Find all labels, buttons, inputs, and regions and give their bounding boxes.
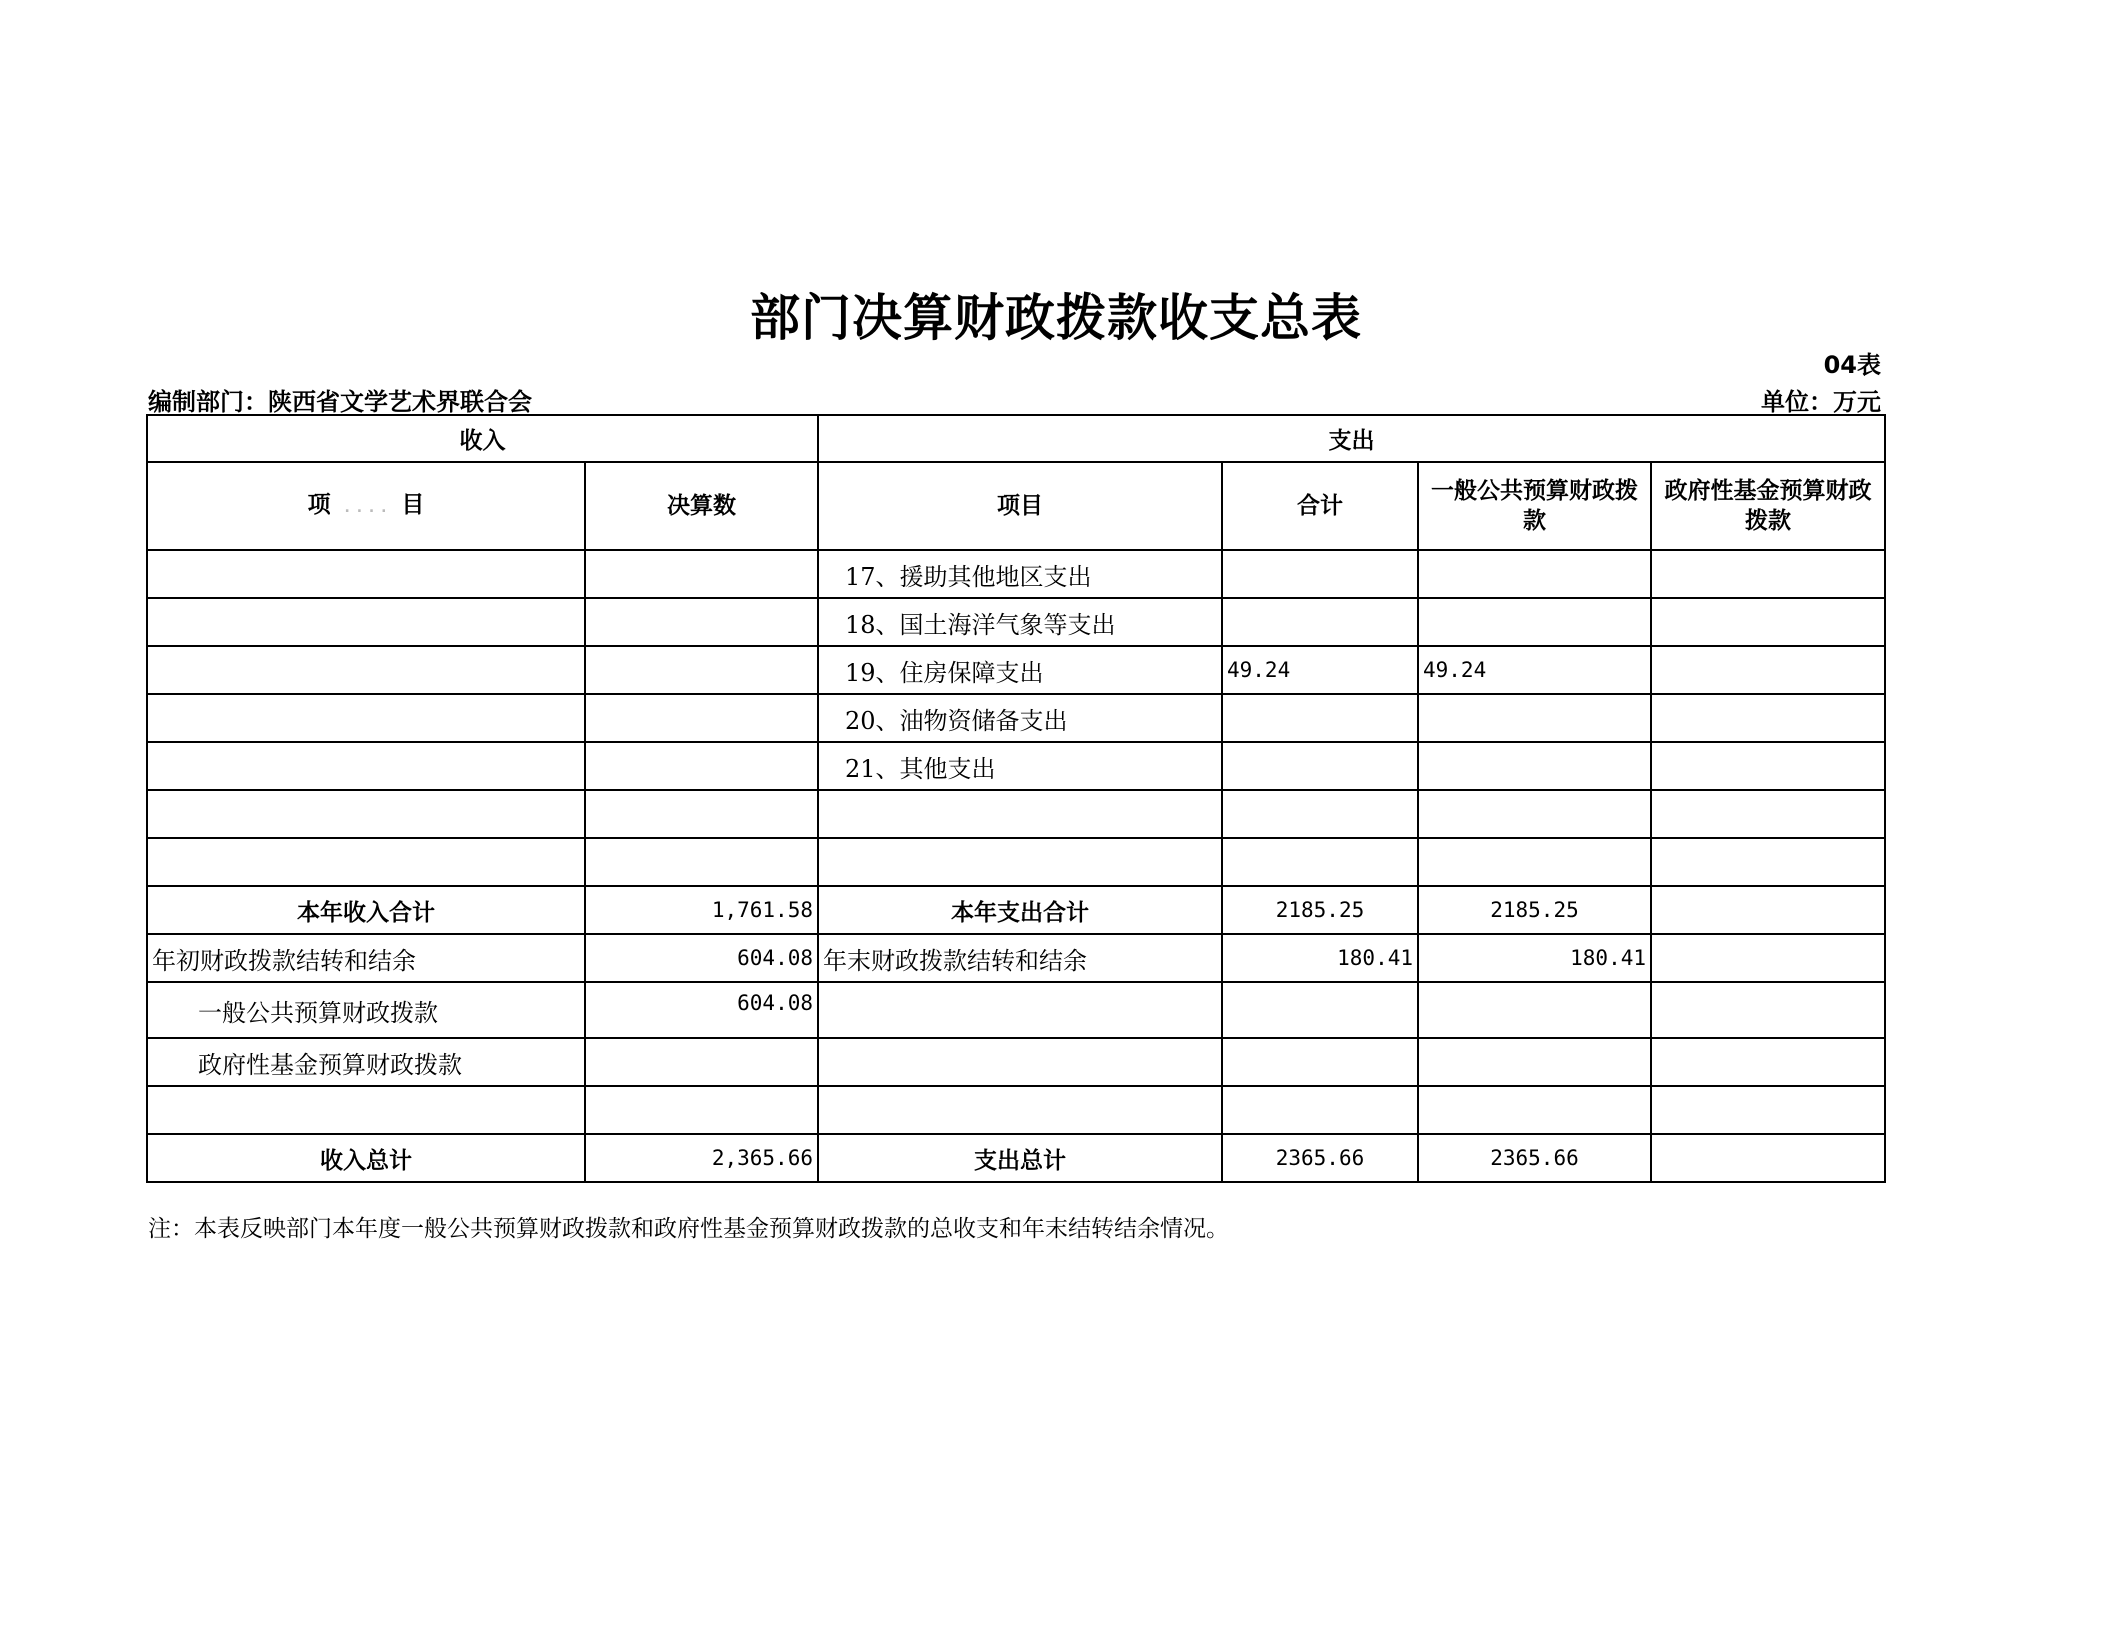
- year-income-total-amount: 1,761.58: [585, 886, 818, 934]
- carry-row: [147, 934, 1885, 982]
- grand-expense-total: 2365.66: [1222, 1134, 1418, 1182]
- grand-total-row: [147, 1134, 1885, 1182]
- income-item-header: [147, 462, 585, 550]
- empty-row: [147, 790, 1885, 838]
- expense-general: 49.24: [1418, 646, 1651, 694]
- expense-total: [1222, 694, 1418, 742]
- expense-total: 49.24: [1222, 646, 1418, 694]
- expense-general: [1418, 550, 1651, 598]
- empty-row: [147, 1086, 1885, 1134]
- empty-row: [147, 838, 1885, 886]
- table-row: [147, 742, 1885, 790]
- expense-item: 19、住房保障支出: [818, 646, 1222, 694]
- grand-expense-label: 支出总计: [818, 1134, 1222, 1182]
- year-expense-general: 2185.25: [1418, 886, 1651, 934]
- expense-item: 20、油物资储备支出: [818, 694, 1222, 742]
- carry-expense-label: 年末财政拨款结转和结余: [818, 934, 1222, 982]
- grand-income-amount: 2,365.66: [585, 1134, 818, 1182]
- table-row: [147, 598, 1885, 646]
- table-row: [147, 550, 1885, 598]
- carry-income-amount: 604.08: [585, 934, 818, 982]
- carry-general-row: [147, 982, 1885, 1038]
- expense-item: 21、其他支出: [818, 742, 1222, 790]
- expense-general: [1418, 742, 1651, 790]
- department-label: 编制部门：陕西省文学艺术界联合会: [148, 388, 532, 416]
- expense-total: [1222, 598, 1418, 646]
- expense-total: [1222, 550, 1418, 598]
- header-spacer: . . . .: [338, 499, 394, 516]
- carry-income-label: 年初财政拨款结转和结余: [147, 934, 585, 982]
- carry-gov-fund-label: 政府性基金预算财政拨款: [147, 1038, 585, 1086]
- carry-expense-total: 180.41: [1222, 934, 1418, 982]
- year-total-row: [147, 886, 1885, 934]
- header-row-columns: [147, 462, 1885, 550]
- expense-total: [1222, 742, 1418, 790]
- income-header: 收入: [147, 415, 818, 462]
- year-income-total-label: 本年收入合计: [147, 886, 585, 934]
- carry-general-amount: 604.08: [585, 982, 818, 1038]
- expense-item: 17、援助其他地区支出: [818, 550, 1222, 598]
- expense-general: [1418, 598, 1651, 646]
- year-expense-total: 2185.25: [1222, 886, 1418, 934]
- grand-income-label: 收入总计: [147, 1134, 585, 1182]
- table-row: [147, 646, 1885, 694]
- year-expense-total-label: 本年支出合计: [818, 886, 1222, 934]
- expense-item-header: 项目: [818, 462, 1222, 550]
- carry-expense-general: 180.41: [1418, 934, 1651, 982]
- carry-general-label: 一般公共预算财政拨款: [147, 982, 585, 1038]
- table-number: 04表: [1823, 351, 1881, 379]
- expense-gov-fund-header: 政府性基金预算财政拨款: [1651, 462, 1885, 550]
- expense-item: 18、国土海洋气象等支出: [818, 598, 1222, 646]
- expense-general-header: 一般公共预算财政拨款: [1418, 462, 1651, 550]
- expense-header: 支出: [818, 415, 1885, 462]
- expense-general: [1418, 694, 1651, 742]
- table-row: [147, 694, 1885, 742]
- income-amount-header: 决算数: [585, 462, 818, 550]
- grand-expense-general: 2365.66: [1418, 1134, 1651, 1182]
- header-row-top: [147, 415, 1885, 462]
- income-item-header-b: 目: [401, 491, 425, 518]
- page-title: 部门决算财政拨款收支总表: [750, 289, 1362, 347]
- unit-label: 单位：万元: [1761, 388, 1881, 416]
- expense-total-header: 合计: [1222, 462, 1418, 550]
- income-item-header-a: 项: [307, 491, 331, 518]
- carry-gov-fund-row: [147, 1038, 1885, 1086]
- footnote: 注：本表反映部门本年度一般公共预算财政拨款和政府性基金预算财政拨款的总收支和年末结转结余情况。: [148, 1216, 1229, 1242]
- fiscal-summary-table: [146, 414, 1886, 1183]
